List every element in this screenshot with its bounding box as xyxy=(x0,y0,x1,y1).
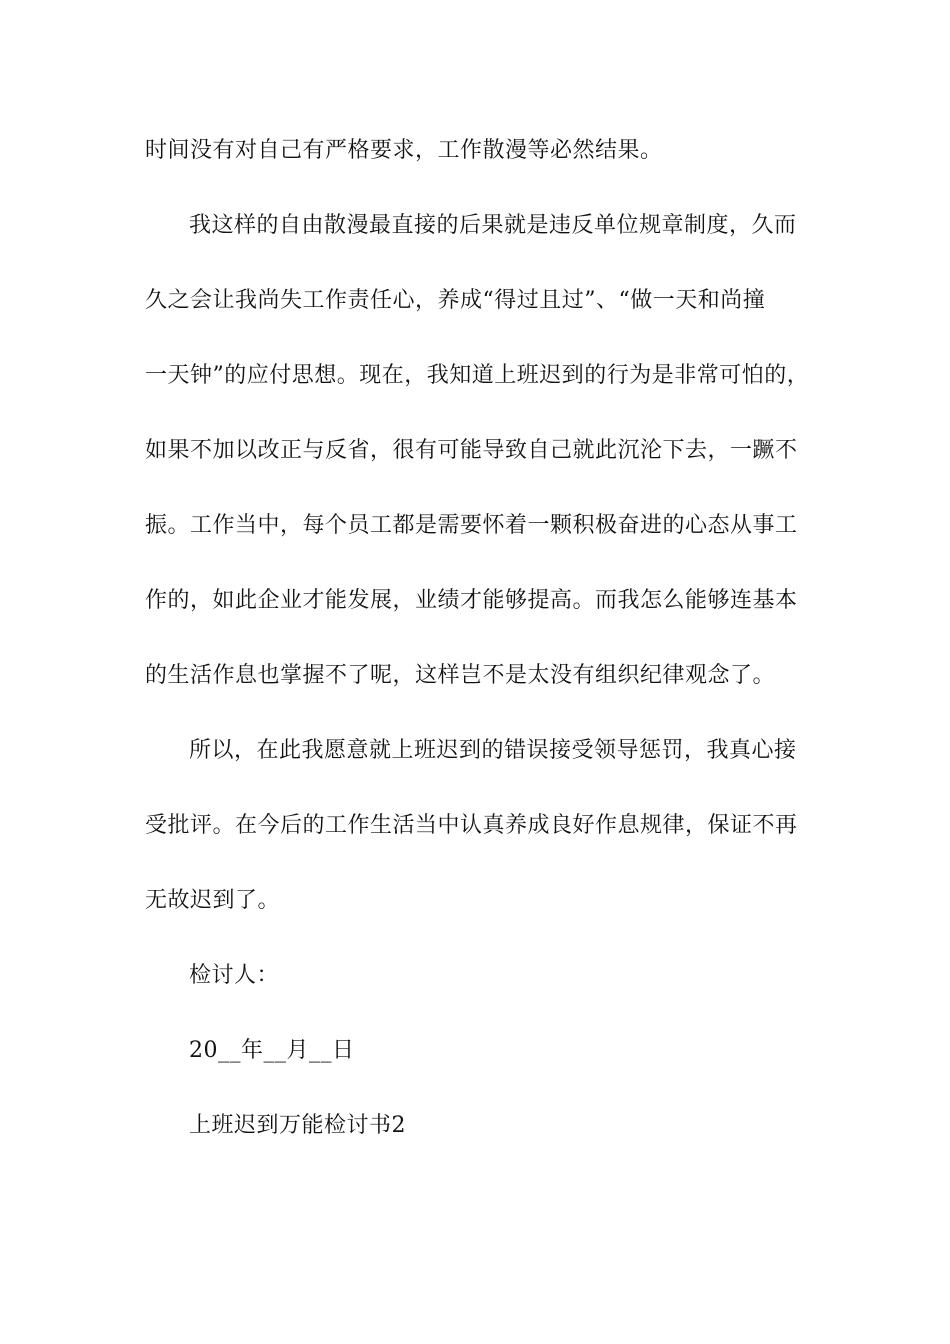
date-line: 20__年__月__日 xyxy=(189,1038,355,1063)
paragraph-line-10: 受批评。在今后的工作生活当中认真养成良好作息规律，保证不再 xyxy=(145,813,798,838)
paragraph-line-1: 时间没有对自己有严格要求，工作散漫等必然结果。 xyxy=(145,138,663,163)
paragraph-line-4: 一天钟”的应付思想。现在，我知道上班迟到的行为是非常可怕的， xyxy=(145,363,810,388)
paragraph-line-5: 如果不加以改正与反省，很有可能导致自己就此沉沦下去，一蹶不 xyxy=(145,438,798,463)
paragraph-line-11: 无故迟到了。 xyxy=(145,888,281,913)
paragraph-line-7: 作的，如此企业才能发展，业绩才能够提高。而我怎么能够连基本 xyxy=(145,588,798,613)
paragraph-line-8: 的生活作息也掌握不了呢，这样岂不是太没有组织纪律观念了。 xyxy=(145,663,776,688)
paragraph-line-3: 久之会让我尚失工作责任心，养成“得过且过”、“做一天和尚撞 xyxy=(145,288,766,313)
next-section-title: 上班迟到万能检讨书2 xyxy=(189,1113,406,1138)
paragraph-line-6: 振。工作当中，每个员工都是需要怀着一颗积极奋进的心态从事工 xyxy=(145,513,798,538)
signature-label: 检讨人： xyxy=(189,963,280,988)
paragraph-line-2: 我这样的自由散漫最直接的后果就是违反单位规章制度，久而 xyxy=(189,213,797,238)
paragraph-line-9: 所以，在此我愿意就上班迟到的错误接受领导惩罚，我真心接 xyxy=(189,738,797,763)
